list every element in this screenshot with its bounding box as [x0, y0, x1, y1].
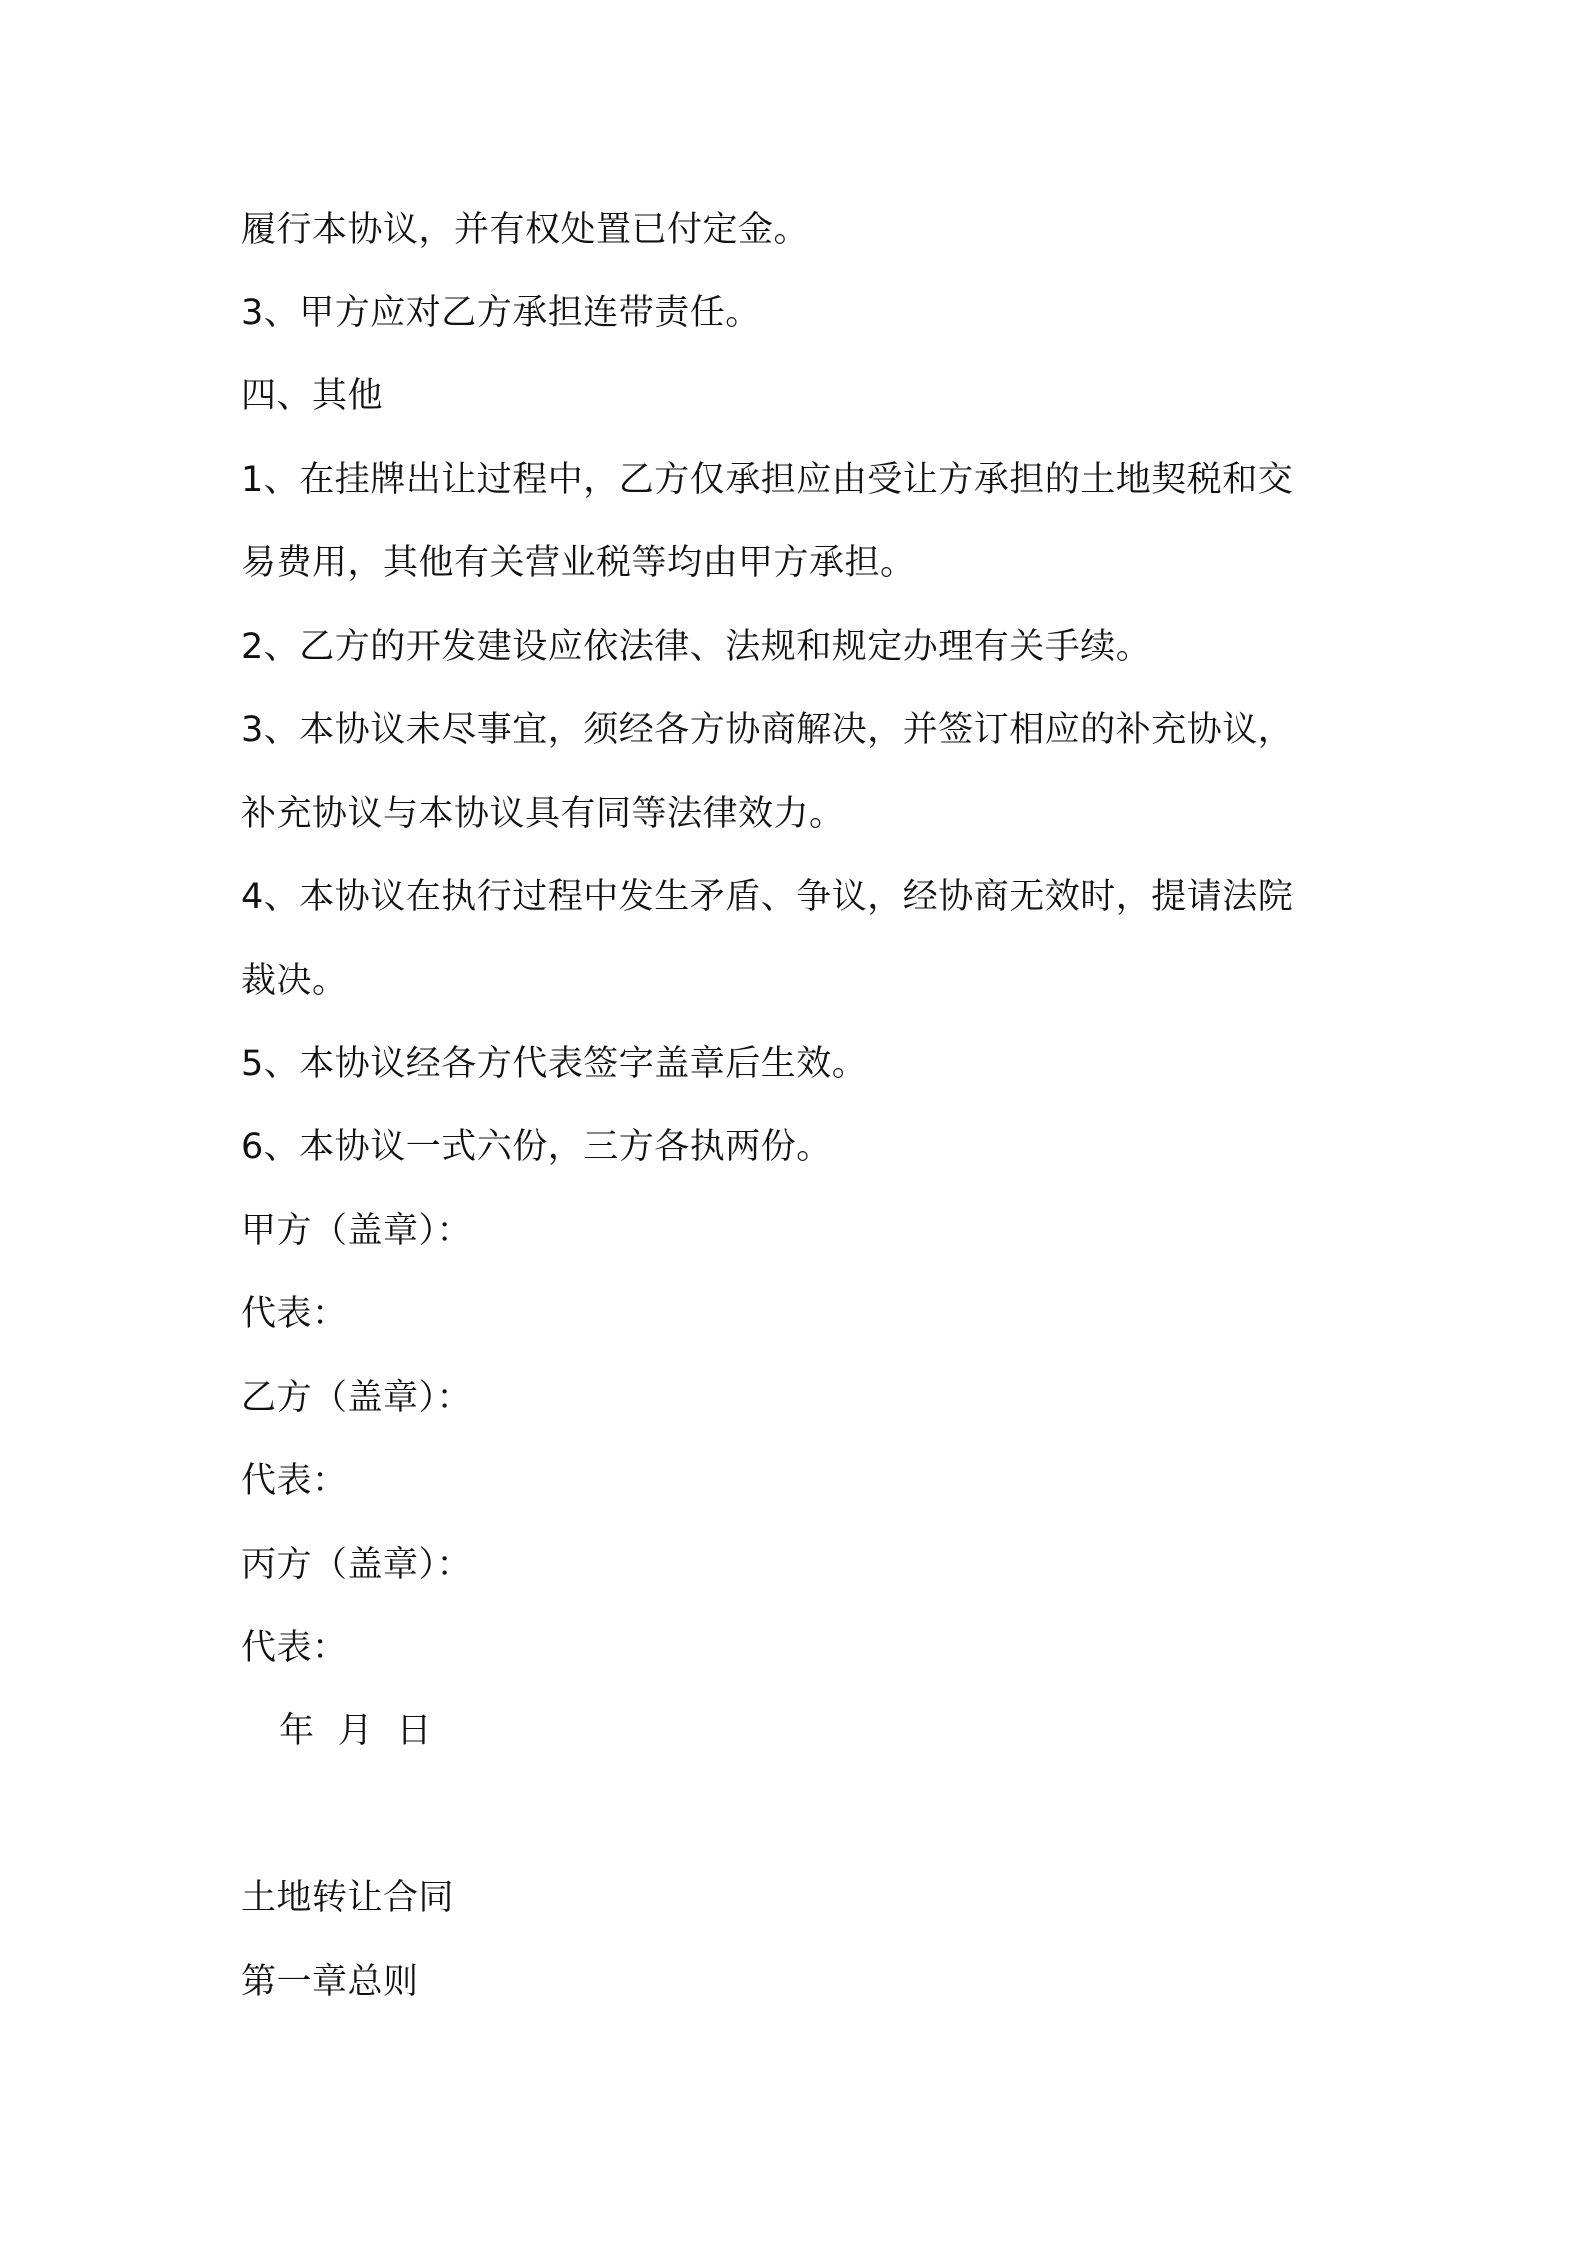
paragraph-line: 补充协议与本协议具有同等法律效力。: [241, 794, 845, 834]
signature-representative: 代表：: [241, 1461, 348, 1501]
chapter-heading: 第一章总则: [241, 1962, 419, 2002]
date-line: 年 月 日: [279, 1711, 433, 1751]
paragraph-line: 裁决。: [241, 961, 348, 1001]
section-heading: 四、其他: [241, 376, 384, 416]
paragraph-line: 3、甲方应对乙方承担连带责任。: [241, 293, 761, 333]
paragraph-line: 易费用，其他有关营业税等均由甲方承担。: [241, 543, 916, 583]
paragraph-line: 3、本协议未尽事宜，须经各方协商解决，并签订相应的补充协议，: [241, 710, 1294, 750]
paragraph-line: 6、本协议一式六份，三方各执两份。: [241, 1127, 832, 1167]
signature-representative: 代表：: [241, 1294, 348, 1334]
paragraph-line: 2、乙方的开发建设应依法律、法规和规定办理有关手续。: [241, 627, 1152, 667]
paragraph-line: 4、本协议在执行过程中发生矛盾、争议，经协商无效时，提请法院: [241, 877, 1294, 917]
signature-representative: 代表：: [241, 1628, 348, 1668]
paragraph-line: 5、本协议经各方代表签字盖章后生效。: [241, 1044, 868, 1084]
signature-party-a: 甲方（盖章）：: [241, 1211, 473, 1251]
paragraph-line: 1、在挂牌出让过程中，乙方仅承担应由受让方承担的土地契税和交: [241, 460, 1294, 500]
signature-party-c: 丙方（盖章）：: [241, 1545, 473, 1585]
paragraph-line: 履行本协议，并有权处置已付定金。: [241, 210, 810, 250]
signature-party-b: 乙方（盖章）：: [241, 1378, 473, 1418]
next-document-title: 土地转让合同: [241, 1878, 455, 1918]
